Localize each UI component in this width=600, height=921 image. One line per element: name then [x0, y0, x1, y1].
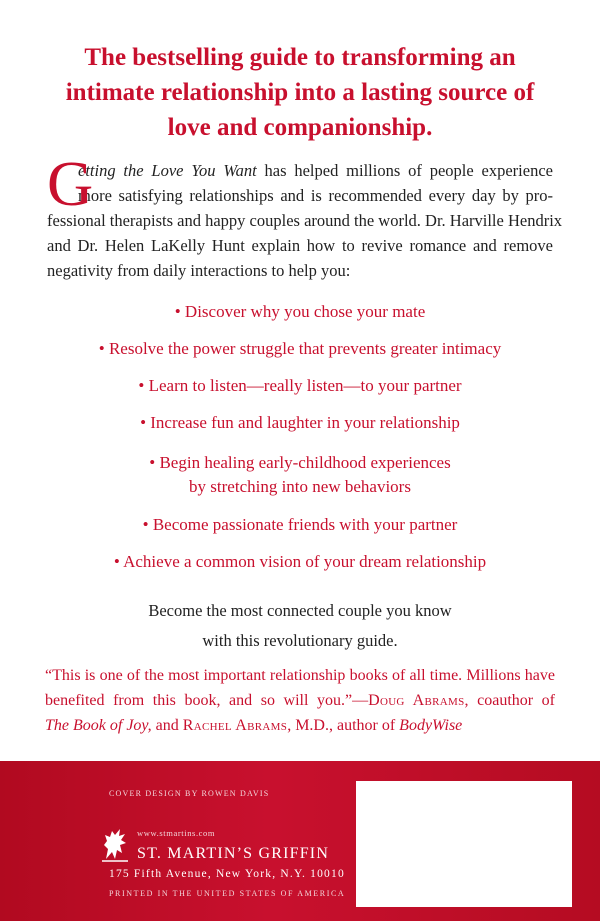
- cover-credit: COVER DESIGN BY ROWEN DAVIS: [109, 789, 270, 798]
- griffin-logo-icon: [100, 823, 130, 863]
- publisher-address: 175 Fifth Avenue, New York, N.Y. 10010: [109, 868, 345, 880]
- intro-line: fessional therapists and happy couples around the world. Dr. Harville Hendrix: [47, 211, 563, 230]
- list-item: • Become passionate friends with your partner: [142, 515, 458, 534]
- intro-line: negativity from daily interactions to help you:: [47, 261, 351, 280]
- quote-text: and: [151, 717, 183, 734]
- cited-title: The Book of Joy,: [45, 717, 152, 734]
- quote-text: , coauthor of: [464, 692, 556, 709]
- headline-line: intimate relationship into a lasting source of: [65, 79, 535, 106]
- endorser-name: Doug Abrams: [368, 692, 465, 709]
- printed-in: PRINTED IN THE UNITED STATES OF AMERICA: [109, 889, 346, 898]
- closing-statement: [0, 596, 600, 656]
- list-item-continuation: by stretching into new behaviors: [189, 477, 411, 496]
- headline: [0, 40, 600, 145]
- quote-line: [45, 713, 555, 738]
- endorsement-quote: [45, 663, 555, 738]
- publisher-website: www.stmartins.com: [137, 828, 216, 838]
- list-item: • Resolve the power struggle that prevents greater intimacy: [98, 339, 502, 358]
- intro-line: more satisfying relationships and is recommended every day by pro-: [78, 186, 553, 205]
- intro-paragraph: [47, 148, 563, 283]
- barcode-area: [356, 781, 572, 907]
- intro-line: [47, 158, 553, 183]
- drop-cap: G: [47, 148, 94, 219]
- list-item: • Increase fun and laughter in your relationship: [140, 413, 460, 432]
- quote-text: , M.D., author of: [287, 717, 400, 734]
- headline-line: love and companionship.: [167, 114, 433, 141]
- book-title: etting the Love You Want: [78, 161, 257, 180]
- closing-line: Become the most connected couple you know: [148, 601, 452, 620]
- headline-line: The bestselling guide to transforming an: [84, 44, 516, 71]
- endorser-name: Rachel Abrams: [182, 717, 288, 734]
- publisher-footer: [0, 761, 600, 921]
- quote-text: benefited from this book, and so will you.”—: [45, 692, 369, 709]
- list-item: • Learn to listen—really listen—to your partner: [138, 376, 462, 395]
- list-item: • Begin healing early-childhood experiences: [149, 453, 451, 472]
- closing-line: with this revolutionary guide.: [202, 631, 398, 650]
- list-item: • Discover why you chose your mate: [174, 302, 426, 321]
- quote-line: “This is one of the most important relationship books of all time. Millions have: [45, 667, 555, 684]
- cited-title: BodyWise: [399, 717, 463, 734]
- list-item: • Achieve a common vision of your dream relationship: [113, 552, 487, 571]
- publisher-name: ST. MARTIN’S GRIFFIN: [137, 845, 330, 862]
- intro-line: and Dr. Helen LaKelly Hunt explain how to revive romance and remove: [47, 236, 553, 255]
- quote-line: [45, 688, 555, 713]
- intro-text: has helped millions of people experience: [256, 161, 553, 180]
